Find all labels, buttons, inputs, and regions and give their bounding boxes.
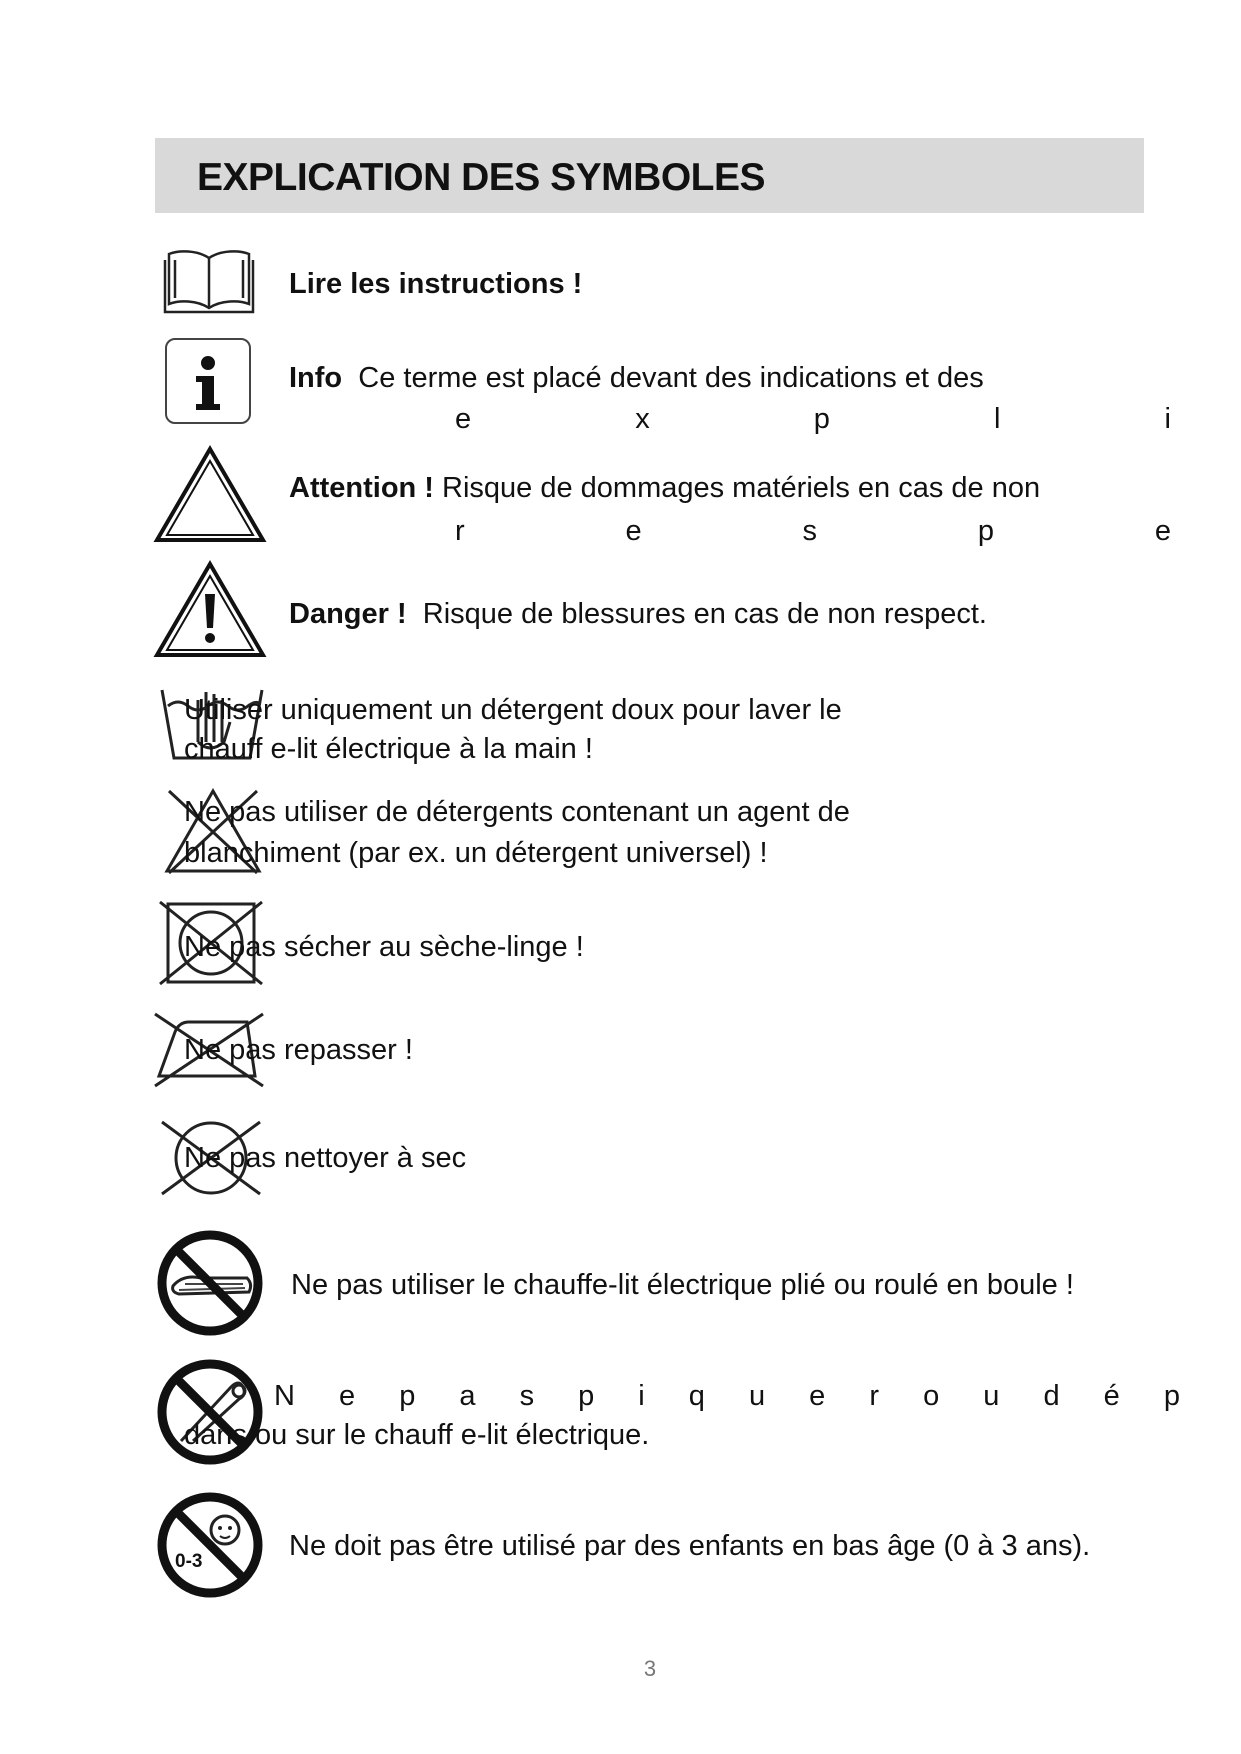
symbol-3-bold: Attention ! bbox=[289, 472, 434, 504]
symbol-11-text: dans ou sur le chauff e-lit électrique. bbox=[184, 1419, 650, 1451]
no-children-icon bbox=[155, 1490, 265, 1600]
symbol-2-description: Ce terme est placé devant des indications et des bbox=[358, 362, 984, 394]
open-book-icon bbox=[163, 246, 255, 316]
symbol-5-line-1: Utiliser uniquement un détergent doux pour laver le bbox=[184, 694, 842, 726]
symbol-7-text: Ne pas sécher au sèche-linge ! bbox=[184, 931, 584, 963]
symbol-6-line-2: blanchiment (par ex. un détergent universel) ! bbox=[184, 837, 768, 869]
symbol-2-text bbox=[289, 362, 984, 395]
header-bar bbox=[155, 138, 1144, 213]
symbol-3-text bbox=[289, 472, 1040, 505]
page-number: 3 bbox=[643, 1656, 657, 1681]
symbol-12-text: Ne doit pas être utilisé par des enfants en bas âge (0 à 3 ans). bbox=[289, 1530, 1091, 1562]
page-title: EXPLICATION DES SYMBOLES bbox=[197, 156, 766, 199]
age-label: 0-3 bbox=[175, 1551, 203, 1572]
symbol-8-text: Ne pas repasser ! bbox=[184, 1034, 413, 1066]
warning-triangle-icon bbox=[153, 445, 267, 545]
symbol-2-continuation: e x p l i bbox=[455, 403, 1171, 435]
symbol-3-continuation: r e s p e bbox=[455, 515, 1171, 547]
symbol-1-bold: Lire les instructions ! bbox=[289, 268, 583, 300]
symbol-1-text bbox=[289, 268, 582, 301]
danger-exclamation-icon bbox=[153, 560, 267, 660]
symbol-6-line-1: Ne pas utiliser de détergents contenant un agent de bbox=[184, 796, 850, 828]
symbol-9-text: Ne pas nettoyer à sec bbox=[184, 1142, 467, 1174]
symbol-4-bold: Danger ! bbox=[289, 598, 407, 630]
info-icon bbox=[163, 336, 253, 426]
symbol-4-text bbox=[289, 598, 987, 631]
symbol-4-description: Risque de blessures en cas de non respect. bbox=[422, 598, 987, 630]
symbol-5-line-2: chauff e-lit électrique à la main ! bbox=[184, 733, 593, 765]
symbol-11-spread: N e p a s p i q u e r o u d é p bbox=[274, 1380, 1180, 1412]
symbol-2-bold: Info bbox=[289, 362, 343, 394]
symbol-10-text: Ne pas utiliser le chauffe-lit électrique plié ou roulé en boule ! bbox=[291, 1269, 1074, 1301]
no-folding-icon bbox=[155, 1228, 265, 1338]
symbol-3-description: Risque de dommages matériels en cas de non bbox=[442, 472, 1041, 504]
